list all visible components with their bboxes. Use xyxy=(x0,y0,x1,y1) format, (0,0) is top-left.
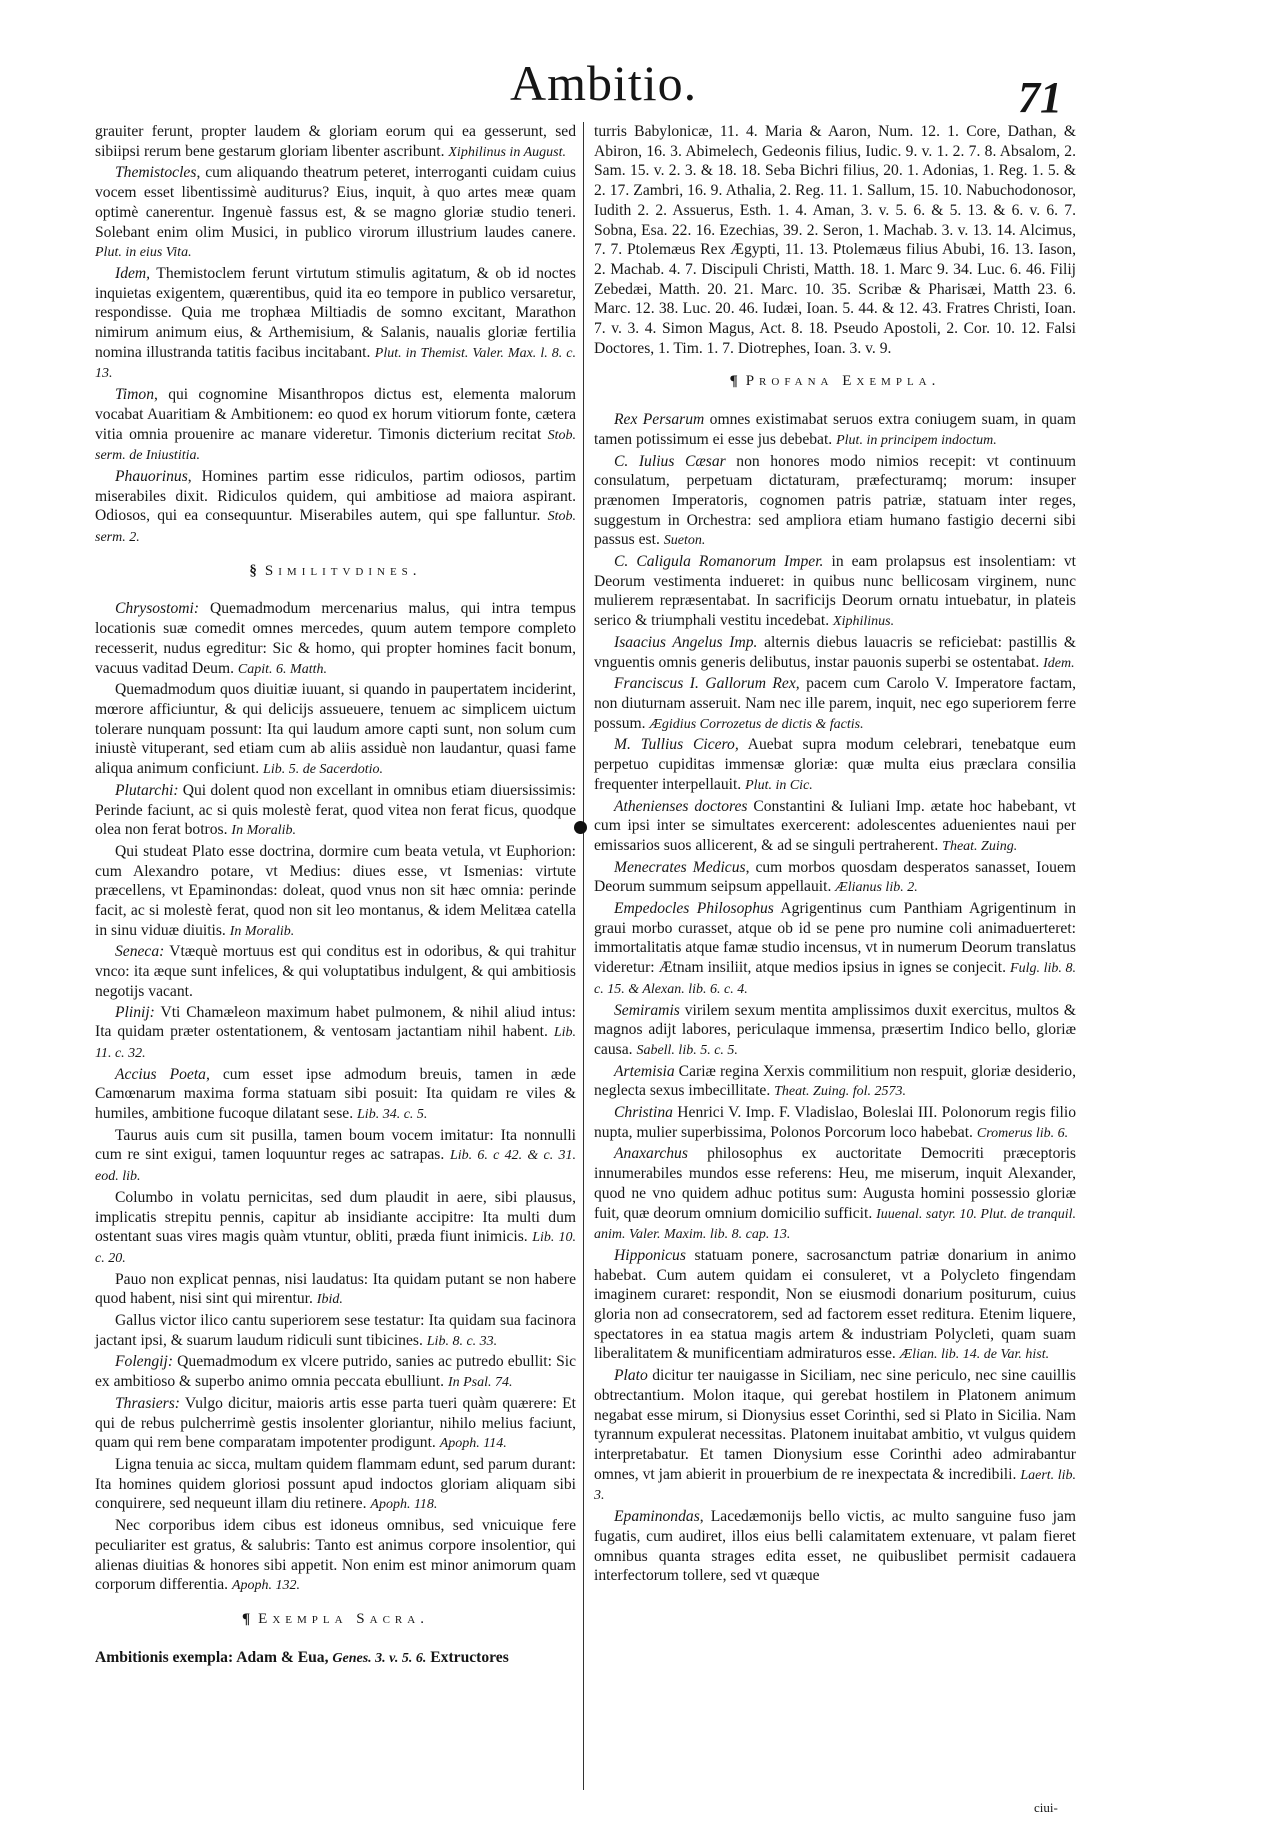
paragraph: Hipponicus statuam ponere, sacrosanctum patriæ donarium in animo habebat. Cum autem quidam ei consuleret, vt a Polycleto fingendam imaginem curaret: respondit, Non se eiusmodi donarium positurum, cuius gloria non ad consecratorem, sed ad factorem esset reditura. Etenim liquere, spectatores in ea statua magis artem & industriam Polycleti, quam suam liberalitatem & munificentiam admiraturos esse. Ælian. lib. 14. de Var. hist. xyxy=(594,1246,1076,1363)
page-number: 71 xyxy=(1018,73,1062,122)
paragraph: Ambitionis exempla: Adam & Eua, Genes. 3. v. 5. 6. Extructores xyxy=(95,1648,509,1666)
paragraph: Taurus auis cum sit pusilla, tamen boum vocem imitatur: Ita nonnulli cum re sint exigui, tamen loquuntur reges ac satrapas. Lib. 6. c 42. & c. 31. eod. lib. xyxy=(95,1126,576,1185)
paragraph: Rex Persarum omnes existimabat seruos extra coniugem suam, in quam tamen potissimum ei esse jus debebat. Plut. in principem indoctum. xyxy=(594,411,1077,448)
paragraph: Isaacius Angelus Imp. alternis diebus lauacris se reficiebat: pastillis & vnguentis omnis generis delibutus, instar pauonis superbi se ostentabat. Idem. xyxy=(594,633,1076,671)
paragraph: Semiramis virilem sexum mentita amplissimos duxit exercitus, multos & magnos adijt labores, periculaque immensa, præsertim Indico bello, gloriæ causa. Sabell. lib. 5. c. 5. xyxy=(594,1001,1076,1058)
paragraph: Qui studeat Plato esse doctrina, dormire cum beata vetula, vt Euphorion: cum Alexandro potare, vt Medius: diues esse, vt Ismenias: virtute præcellens, vt Epaminondas: doleat, quod vnus non sit hæc omnia: perinde facit, ac si molestè ferat, quod non sit leo montanus, & idem Melitæa catella in sinu viduæ diuitis. In Moralib. xyxy=(95,842,576,939)
paragraph: turris Babylonicæ, 11. 4. Maria & Aaron, Num. 12. 1. Core, Dathan, & Abiron, 16. 3. Abimelech, Gedeonis filius, Iudic. 9. v. 1. 2. 7. 8. Absalom, 2. Sam. 15. v. 2. 3. & 18. 18. Seba Bichri filius, 20. 1. Adonias, 1. Reg. 1. 5. & 2. 17. Zambri, 16. 9. Athalia, 2. Reg. 11. 1. Sallum, 15. 10. Nabuchodonosor, Iudith 2. 2. Assuerus, Esth. 1. 4. Aman, 3. v. 5. 6. & 5. 13. & 6. v. 6. 7. Sobna, Esa. 22. 16. Ezechias, 39. 2. Seron, 1. Machab. 3. v. 13. 14. Alcimus, 7. 7. Ptolemæus Rex Ægypti, 11. 13. Ptolemæus filius Abubi, 16. 13. Iason, 2. Machab. 4. 7. Discipuli Christi, Matth. 18. 1. Marc 9. 34. Luc. 6. 46. Filij Zebedæi, Matth. 20. 21. Marc. 10. 35. Scribæ & Pharisæi, Matth 23. 6. Marc. 12. 38. Luc. 20. 46. Iudæi, Ioan. 5. 44. & 12. 43. Fratres Christi, Ioan. 7. v. 3. 4. Simon Magus, Act. 8. 18. Pseudo Apostoli, 2. Cor. 10. 12. Falsi Doctores, 1. Tim. 1. 7. Diotrephes, Ioan. 3. v. 9. xyxy=(594,123,1076,357)
left-column xyxy=(95,122,576,1669)
paragraph: C. Iulius Cæsar non honores modo nimios recepit: vt continuum consulatum, perpetuam dictaturam, præfecturamq; morum: insuper prænomen Imperatoris, cognomen patris patriæ, statuam inter reges, suggestum in Orchestra: sed ampliora etiam humano fastigio decerni sibi passus est. Sueton. xyxy=(594,452,1077,549)
section-heading: ¶ Exempla Sacra. xyxy=(242,1610,429,1627)
paragraph: Nec corporibus idem cibus est idoneus omnibus, sed vnicuique fere peculiariter est gratus, & salubris: Tanto est animus corpore insolentior, qui alienas diuitias & honores sibi appetit. Non enim est minor animorum quam corporum differentia. Apoph. 132. xyxy=(95,1517,576,1594)
paragraph: Franciscus I. Gallorum Rex, pacem cum Carolo V. Imperatore factam, non diuturnam asseruit. Nam nec ille parem, inquit, nec ego superiorem ferre possum. Ægidius Corrozetus de dictis & factis. xyxy=(594,675,1077,732)
paragraph: Artemisia Cariæ regina Xerxis commilitium non respuit, gloriæ desiderio, neglecta sexus imbecillitate. Theat. Zuing. fol. 2573. xyxy=(594,1062,1076,1100)
paragraph: Seneca: Vtæquè mortuus est qui conditus est in odoribus, & qui trahitur vnco: ita æque sunt infelices, & qui voluptatibus indulgent, & qui ambitiosis negotijs vacant. xyxy=(95,943,576,1000)
paragraph: Ligna tenuia ac sicca, multam quidem flammam edunt, sed parum durant: Ita homines quidem gloriosi possunt apud indoctos gloriam aliquam sibi conquirere, sed nequeunt illam diu retinere. Apoph. 118. xyxy=(95,1456,576,1513)
paragraph: C. Caligula Romanorum Imper. in eam prolapsus est insolentiam: vt Deorum vestimenta indueret: in quibus nunc bellicosam virginem, nunc mulierem repræsentabat. In sacrificijs Deorum ornatu intuebatur, in plateis serico & triumphali vestitu incedebat. Xiphilinus. xyxy=(594,553,1077,630)
paragraph: Anaxarchus philosophus ex auctoritate Democriti præceptoris innumerabiles mundos esse referens: Heu, me miserum, inquit Alexander, quod ne vno quidem adhuc potitus sum: Augusta homini possessio gloriæ fuit, quæ deorum omnium domicilio sufficit. Iuuenal. satyr. 10. Plut. de tranquil. anim. Valer. Maxim. lib. 8. cap. 13. xyxy=(594,1145,1077,1243)
paragraph: Phauorinus, Homines partim esse ridiculos, partim odiosos, partim miserabiles dixit. Ridiculos quidem, qui ambitiose ad maiora aspirant. Odiosos, qui ea consequuntur. Miserabiles autem, qui spe falluntur. Stob. serm. 2. xyxy=(95,467,576,546)
paragraph: Plutarchi: Qui dolent quod non excellant in omnibus etiam diuersissimis: Perinde faciunt, ac si quis molestè ferat, quod vitea non ferat ficus, quodque olea non ferat botros. In Moralib. xyxy=(95,781,576,839)
right-column xyxy=(594,122,1076,1587)
paragraph: Epaminondas, Lacedæmonijs bello victis, ac multo sanguine fuso jam fugatis, cum audiret, illos eius belli calamitatem extenuare, vt palam fieret omnibus quanta strages edita esset, ne quibuslibet permisit cadauera interfectorum tollere, sed vt quæque xyxy=(594,1508,1076,1585)
paragraph: Chrysostomi: Quemadmodum mercenarius malus, qui intra tempus locationis suæ comedit omnes mercedes, quum autem tempore completo recesserit, nudus egreditur: Sic & homo, qui propter homines facit bonum, vacuus vaditad Deum. Capit. 6. Matth. xyxy=(95,600,576,677)
paragraph: Columbo in volatu pernicitas, sed dum plaudit in aere, sibi plausus, implicatis strepitu pennis, capitur ab insidiante accipitre: Ita multi dum ostentant suas vires magis quàm vtuntur, obliti, præda fiunt inimicis. Lib. 10. c. 20. xyxy=(95,1188,576,1266)
paragraph: Quemadmodum quos diuitiæ iuuant, si quando in paupertatem inciderint, mœrore afficiuntur, & qui delicijs assueuere, tenuem ac simplicem uictum tolerare nunquam possunt: Ita qui laudum amore capti sunt, non solum cum iniustè vituperant, sed etiam cum ab aliis assiduè non laudantur, quasi fame aliqua animum conficiunt. Lib. 5. de Sacerdotio. xyxy=(95,681,576,778)
paragraph: Themistocles, cum aliquando theatrum peteret, interroganti cuidam cuius vocem esset libentissimè auditurus? Eius, inquit, à quo artes meæ quam optimè canerentur. Ingenuè fassus est, & se magno gloriæ studio teneri. Solebant enim olim Musici, in publico virorum illustrium laudes canere. Plut. in eius Vita. xyxy=(95,164,576,261)
paragraph: Empedocles Philosophus Agrigentinus cum Panthiam Agrigentinum in graui morbo curasset, atque ob id se pene pro numine coli animaduerteret: immortalitatis atque famæ studio incensus, vt in numerum Deorum translatus videretur: Ætnam insiliit, atque medios ipsius in ignes se conjecit. Fulg. lib. 8. c. 15. & Alexan. lib. 6. c. 4. xyxy=(594,900,1077,997)
paragraph: Accius Poeta, cum esset ipse admodum breuis, tamen in æde Camœnarum maxima forma statuam sibi posuit: Ita quidam re viles & humiles, ambitione fucoque dilatant sese. Lib. 34. c. 5. xyxy=(95,1065,576,1123)
paragraph: Menecrates Medicus, cum morbos quosdam desperatos sanasset, Iouem Deorum summum seipsum appellauit. Ælianus lib. 2. xyxy=(594,858,1076,896)
section-heading: § Similitvdines. xyxy=(249,562,422,579)
catchword: ciui- xyxy=(1034,1800,1058,1815)
column-rule xyxy=(583,122,584,1790)
paragraph: grauiter ferunt, propter laudem & gloriam eorum qui ea gesserunt, sed sibiipsi rerum bene gestarum gloriam libenter ascribunt. Xiphilinus in August. xyxy=(95,123,576,160)
paragraph: Idem, Themistoclem ferunt virtutum stimulis agitatum, & ob id noctes inquietas exigentem, quærentibus, quid ita eo tempore in publico versaretur, respondisse. Quia me trophæa Miltiadis de somno excitant, Marathon nimirum animum eius, & Arthemisium, & Salanis, naualis gloriæ fertilia nomina illustranda tatitis facibus incitabant. Plut. in Themist. Valer. Max. l. 8. c. 13. xyxy=(95,264,576,382)
paragraph: Pauo non explicat pennas, nisi laudatus: Ita quidam putant se non habere quod habent, nisi sint qui mirentur. Ibid. xyxy=(95,1270,576,1308)
paragraph: Plinij: Vti Chamæleon maximum habet pulmonem, & nihil aliud intus: Ita quidam præter ostentationem, & ventosam jactantiam nihil habent. Lib. 11. c. 32. xyxy=(95,1003,576,1061)
running-head: Ambitio. xyxy=(510,55,698,111)
paragraph: Plato dicitur ter nauigasse in Siciliam, nec sine periculo, nec sine cauillis obtrectantium. Molon itaque, qui gerebat hostilem in Platonem animum negabat esse mirum, si Dionysius esset Corinthi, sed si Plato in Sicilia. Nam tyrannum expulerat necessitas. Platonem inuitabat ambitio, vt vulgus quidem interpretabatur. Et tamen Dionysium esse Corinthi adeo admirabantur omnes, vt jam abierit in prouerbium de re inexpectata & incredibili. Laert. lib. 3. xyxy=(594,1367,1077,1504)
paragraph: Timon, qui cognomine Misanthropos dictus est, elementa malorum vocabat Auaritiam & Ambitionem: eo quod ex horum vitiorum fonte, cætera vitia omnia prouenire ac manare videretur. Timonis dicterium recitat Stob. serm. de Iniustitia. xyxy=(95,386,576,464)
paragraph: Gallus victor ilico cantu superiorem sese testatur: Ita quidam sua facinora jactant ipsi, & suarum laudum ridiculi sunt tibicines. Lib. 8. c. 33. xyxy=(95,1312,576,1349)
section-heading: ¶ Profana Exempla. xyxy=(729,373,941,390)
paragraph: Folengij: Quemadmodum ex vlcere putrido, sanies ac putredo ebullit: Sic ex ambitioso & superbo animo omnia peccata ebulliunt. In Psal. 74. xyxy=(95,1353,576,1391)
paragraph: M. Tullius Cicero, Auebat supra modum celebrari, tenebatque eum perpetuo cupiditas immensæ gloriæ: quæ multa eius præclara consilia frequenter interpellauit. Plut. in Cic. xyxy=(594,736,1076,793)
paragraph: Athenienses doctores Constantini & Iuliani Imp. ætate hoc habebant, vt cum ipsi inter se simultates exercerent: adolescentes aduenientes naui per emissarios suos allicerent, & ad se singuli pertraherent. Theat. Zuing. xyxy=(594,797,1076,854)
paragraph: Thrasiers: Vulgo dicitur, maioris artis esse parta tueri quàm quærere: Et qui de rebus pulcherrimè gestis insolenter gloriantur, nihilo melius faciunt, quam qui rem bene comparatam impotenter prodigunt. Apoph. 114. xyxy=(95,1394,576,1452)
paragraph: Christina Henrici V. Imp. F. Vladislao, Boleslai III. Polonorum regis filio nupta, mulier superbissima, Polonos Porcorum loco habebat. Cromerus lib. 6. xyxy=(594,1104,1076,1141)
